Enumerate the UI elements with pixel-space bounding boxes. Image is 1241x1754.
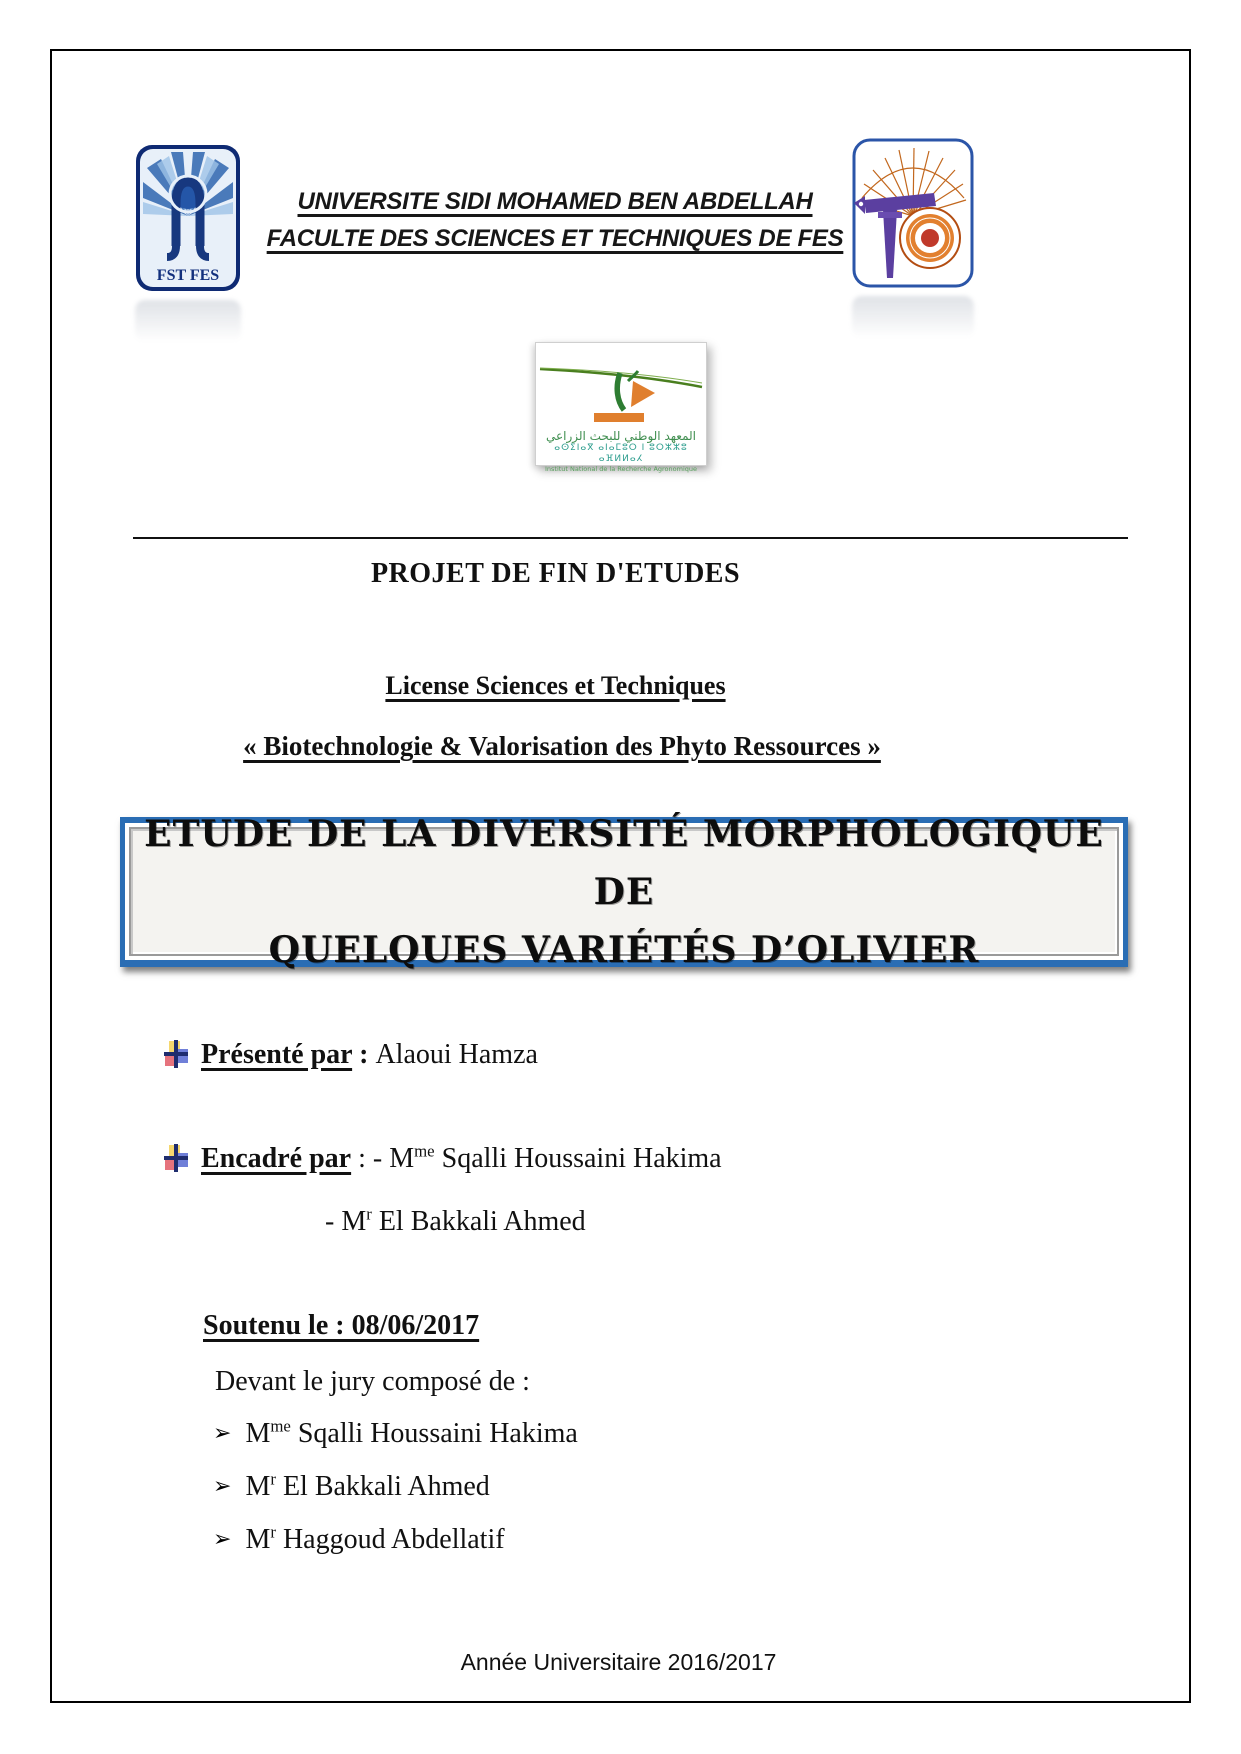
inra-tifinagh-name: ⴰⵙⵉⵏⴰⴳ ⴰⵏⴰⵎⵓⵔ ⵏ ⵓⵔⵣⵣⵓ ⴰⴼⵍⵍⴰⵃ [554, 443, 688, 464]
defense-date: Soutenu le : 08/06/2017 [203, 1310, 480, 1341]
jury-member [213, 1524, 578, 1556]
presented-by-name: Alaoui Hamza [375, 1039, 538, 1070]
main-title-line1: ETUDE DE LA DIVERSITÉ MORPHOLOGIQUE DE [144, 812, 1104, 913]
jury-intro: Devant le jury composé de : [215, 1366, 530, 1397]
fst-logo-reflection [135, 300, 241, 342]
jury-member [213, 1471, 578, 1503]
inra-logo-icon [536, 343, 706, 423]
arrow-bullet-icon: ➢ [213, 1421, 232, 1446]
usmba-emblem-icon [852, 138, 974, 288]
supervisor-1: - $M^{me}$ Sqalli Houssaini Hakima [372, 1141, 722, 1174]
header-divider-line [133, 537, 1128, 539]
inra-arabic-name: المعهد الوطني للبحث الزراعي [545, 429, 697, 443]
university-name: UNIVERSITE SIDI MOHAMED BEN ABDELLAH [297, 188, 813, 215]
usmba-logo-reflection [852, 296, 974, 338]
fst-logo-text: FST FES [156, 267, 220, 284]
main-title-box-inner [129, 812, 1119, 971]
jury-member-name: $M^r$ Haggoud Abdellatif [245, 1522, 505, 1555]
cross-bullet-icon [164, 1144, 189, 1174]
jury-member-name: $M^{me}$ Sqalli Houssaini Hakima [245, 1416, 578, 1449]
presented-by-label: Présenté par [201, 1039, 353, 1070]
academic-year-footer: Année Universitaire 2016/2017 [460, 1649, 777, 1675]
project-type-heading: PROJET DE FIN D'ETUDES [370, 558, 741, 589]
fst-fes-logo [135, 144, 241, 342]
specialty-heading: « Biotechnologie & Valorisation des Phyto Ressources » [243, 731, 881, 761]
cross-bullet-icon [164, 1040, 189, 1070]
arrow-bullet-icon: ➢ [213, 1527, 232, 1552]
fst-fes-logo-icon [135, 144, 241, 292]
usmba-emblem-logo [852, 138, 974, 338]
inra-latin-name: Institut National de la Recherche Agronomique [544, 465, 698, 473]
supervised-by-row [164, 1142, 722, 1176]
jury-member-name: $M^r$ El Bakkali Ahmed [245, 1469, 490, 1502]
inra-logo [535, 342, 707, 473]
faculty-name: FACULTE DES SCIENCES ET TECHNIQUES DE FES [266, 225, 844, 252]
jury-list [213, 1418, 578, 1577]
arrow-bullet-icon: ➢ [213, 1474, 232, 1499]
jury-member [213, 1418, 578, 1450]
main-title-box-frame [125, 812, 1123, 971]
supervised-by-text: Encadré par : - $M^{me}$ Sqalli Houssaini Hakima [201, 1141, 722, 1174]
header [250, 183, 860, 257]
presented-by-text: Présenté par : Alaoui Hamza [201, 1039, 538, 1070]
supervisor-2: - $M^r$ El Bakkali Ahmed [325, 1204, 586, 1237]
main-title-box [120, 812, 1128, 971]
presented-by-row [164, 1038, 538, 1072]
main-title-line2: QUELQUES VARIÉTÉS D’OLIVIER [268, 928, 980, 971]
degree-heading: License Sciences et Techniques [385, 671, 726, 700]
supervised-by-label: Encadré par [201, 1143, 352, 1174]
